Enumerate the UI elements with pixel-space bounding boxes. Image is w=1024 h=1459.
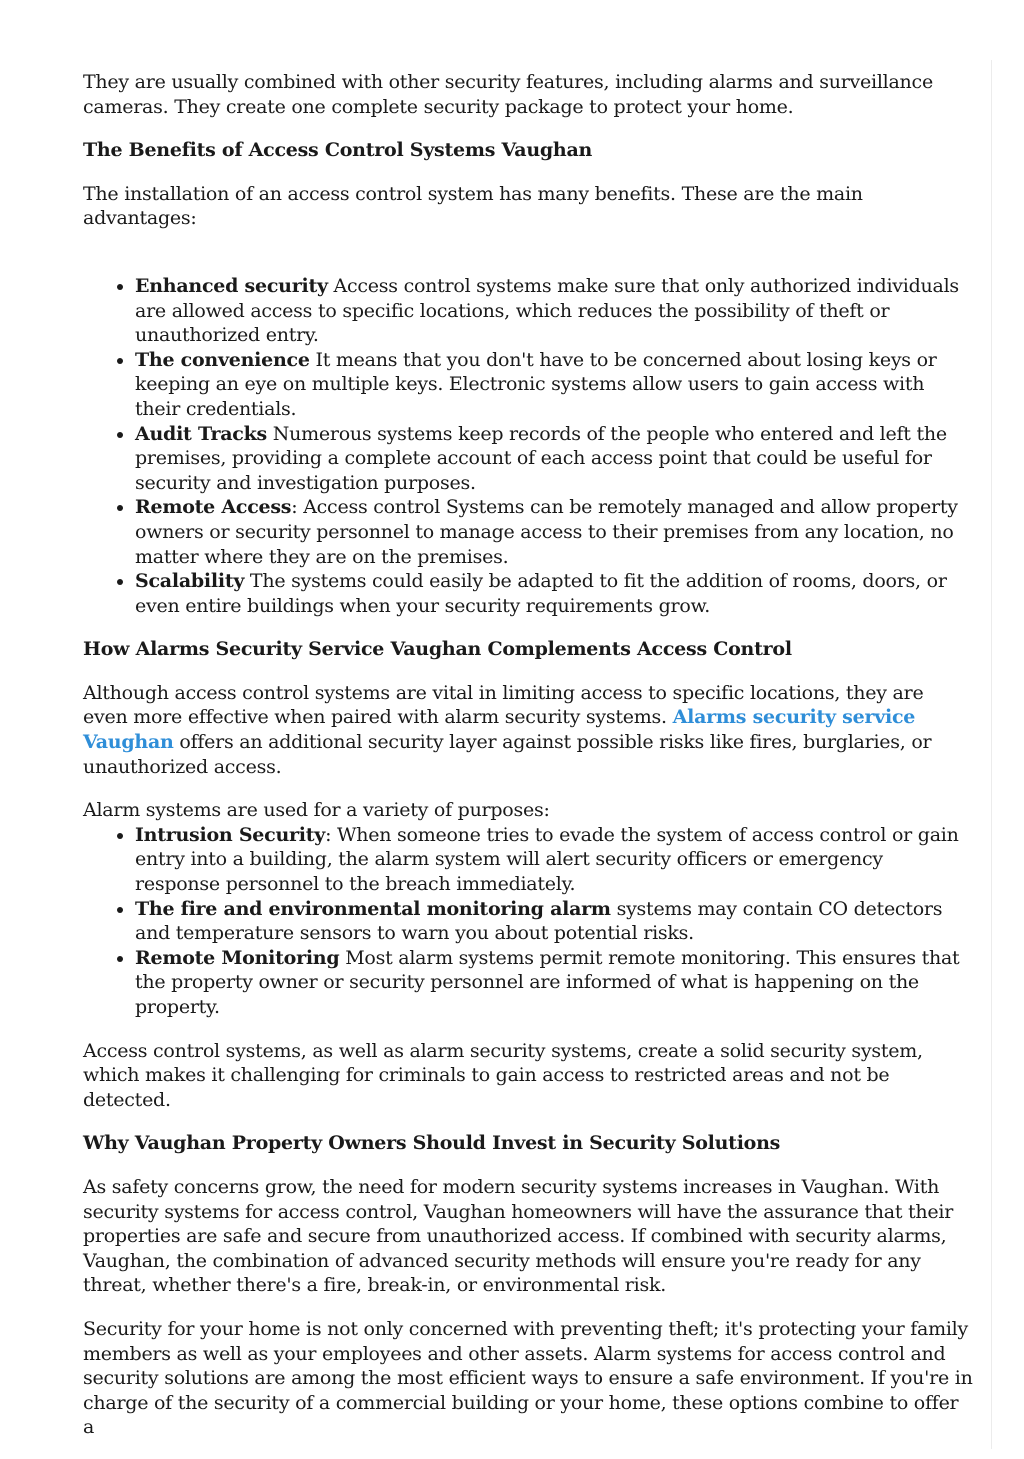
benefits-intro: The installation of an access control system has many benefits. These are the main advantages: — [83, 182, 863, 230]
benefits-list — [83, 274, 973, 618]
benefit-text: Numerous systems keep records of the people who entered and left the premises, providing a complete account of each access point that could be useful for security and investigation purposes. — [135, 422, 947, 494]
invest-heading: Why Vaughan Property Owners Should Invest in Security Solutions — [83, 1132, 781, 1155]
benefit-term: Audit Tracks — [135, 422, 267, 445]
list-item — [135, 823, 973, 897]
benefit-text: The systems could easily be adapted to fit the addition of rooms, doors, or even entire buildings when your security requirements grow. — [135, 570, 947, 617]
alarms-closing-paragraph: Access control systems, as well as alarm security systems, create a solid security system, which makes it challenging for criminals to gain access to restricted areas and not be detected. — [83, 1039, 923, 1111]
alarms-heading: How Alarms Security Service Vaughan Complements Access Control — [83, 638, 792, 661]
benefit-text: : Access control Systems can be remotely managed and allow property owners or security personnel to manage access to their premises from any location, no matter where they are on the premises. — [135, 496, 958, 568]
list-item — [135, 946, 973, 1020]
invest-paragraph-2: Security for your home is not only concerned with preventing theft; it's protecting your family members as well as your employees and other assets. Alarm systems for access control and security solutions are among the most efficient ways to ensure a safe environment. If you're in charge of the security of a commercial building or your home, these options combine to offer a — [83, 1317, 973, 1439]
page-edge-divider — [991, 60, 992, 1449]
alarms-paragraph — [83, 681, 973, 779]
document-page — [83, 70, 973, 1459]
alarm-purposes-intro: Alarm systems are used for a variety of purposes: — [83, 799, 550, 822]
list-item — [135, 274, 973, 348]
alarms-text-after-link: offers an additional security layer against possible risks like fires, burglaries, or unauthorized access. — [83, 731, 932, 778]
purpose-text: : When someone tries to evade the system of access control or gain entry into a building, the alarm system will alert security officers or emergency response personnel to the breach immediately. — [135, 823, 959, 896]
invest-paragraph-1: As safety concerns grow, the need for modern security systems increases in Vaughan. With security systems for access control, Vaughan homeowners will have the assurance that their properties are safe and secure from unauthorized access. If combined with security alarms, Vaughan, the combination of advanced security methods will ensure you're ready for any threat, whether there's a fire, break-in, or environmental risk. — [83, 1175, 954, 1297]
alarm-purposes-list — [83, 823, 973, 1020]
list-item — [135, 569, 973, 618]
alarms-security-service-link[interactable]: Alarms security service Vaughan — [83, 706, 916, 754]
purpose-term: Remote Monitoring — [135, 946, 340, 969]
alarms-text-before-link: Although access control systems are vital in limiting access to specific locations, they are even more effective when paired with alarm security systems. — [83, 681, 924, 729]
benefit-term: The convenience — [135, 348, 310, 371]
list-item — [135, 348, 973, 422]
intro-paragraph: They are usually combined with other security features, including alarms and surveillance cameras. They create one complete security package to protect your home. — [83, 71, 933, 118]
benefit-term: Remote Access — [135, 496, 292, 519]
benefits-heading: The Benefits of Access Control Systems Vaughan — [83, 139, 593, 162]
list-item — [135, 897, 973, 946]
benefit-term: Enhanced security — [135, 274, 328, 297]
purpose-text: Most alarm systems permit remote monitoring. This ensures that the property owner or security personnel are informed of what is happening on the property. — [135, 946, 960, 1018]
purpose-text: systems may contain CO detectors and temperature sensors to warn you about potential risks. — [135, 897, 943, 945]
list-item — [135, 495, 973, 569]
purpose-term: Intrusion Security — [135, 823, 326, 846]
list-item — [135, 422, 973, 496]
purpose-term: The fire and environmental monitoring alarm — [135, 897, 611, 920]
benefit-term: Scalability — [135, 570, 245, 593]
benefit-text: Access control systems make sure that only authorized individuals are allowed access to specific locations, which reduces the possibility of theft or unauthorized entry. — [135, 274, 959, 347]
benefit-text: It means that you don't have to be concerned about losing keys or keeping an eye on multiple keys. Electronic systems allow users to gain access with their credentials. — [135, 348, 937, 420]
